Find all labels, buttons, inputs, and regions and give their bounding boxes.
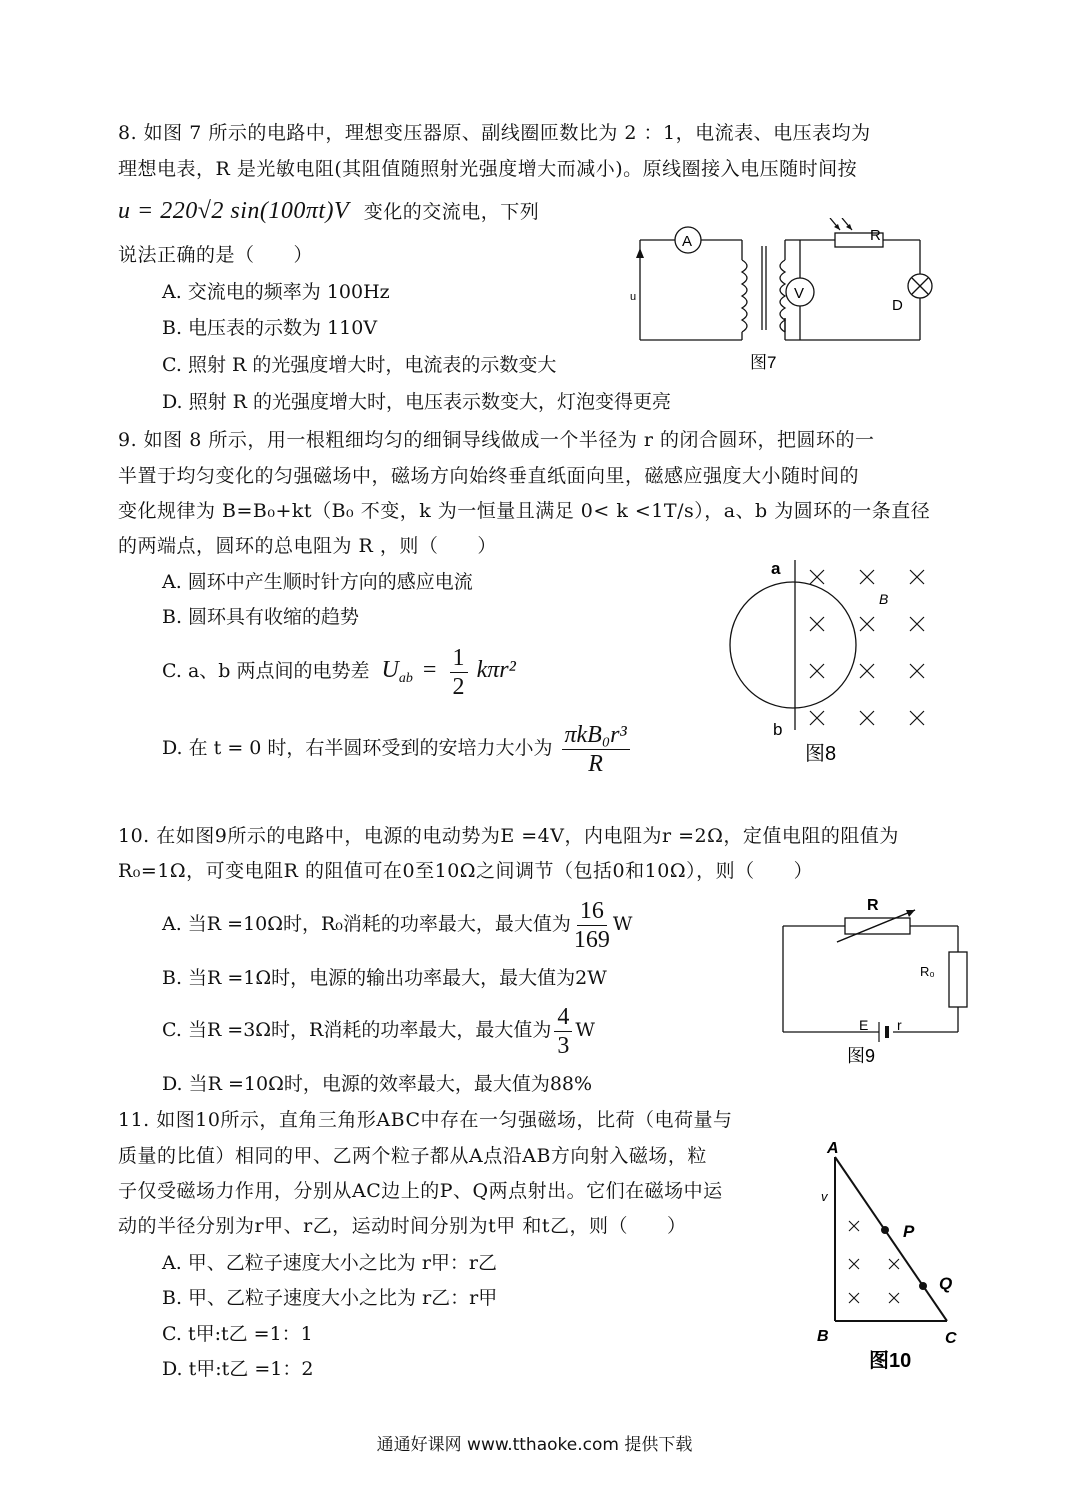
- q10-option-c-fraction: $\frac{4}{3}$: [554, 1003, 572, 1060]
- battery-icon: [879, 1022, 887, 1042]
- fig7-label-a: A: [682, 233, 693, 250]
- q9-line3: 变化规律为 B=B₀+kt（B₀ 不变，k 为一恒量且满足 0< k <1T/s），a、b 为圆环的一条直径: [118, 500, 931, 522]
- fig10-label-a: A: [827, 1140, 839, 1157]
- q9-option-c-fraction: $\frac{1}{2}$: [450, 644, 468, 701]
- fig10-label-v: v: [821, 1189, 828, 1204]
- copper-ring-icon: [730, 582, 856, 708]
- q8-option-d: D. 照射 R 的光强度增大时，电压表示数变大，灯泡变得更亮: [162, 391, 672, 413]
- q10-option-a-unit: W: [612, 913, 633, 935]
- figure-9-variable-resistor-circuit: [775, 890, 975, 1070]
- fig8-label-b: b: [773, 720, 783, 739]
- q11-line2: 质量的比值）相同的甲、乙两个粒子都从A点沿AB方向射入磁场，粒: [118, 1145, 707, 1167]
- fig8-label-a: a: [771, 560, 781, 578]
- fig10-label-q: Q: [939, 1274, 953, 1293]
- figure-7-transformer-circuit: [620, 218, 950, 378]
- fig10-caption: 图10: [869, 1350, 912, 1372]
- q8-formula-suffix: 变化的交流电，下列: [363, 201, 540, 223]
- q9-option-a: A. 圆环中产生顺时针方向的感应电流: [162, 571, 473, 593]
- q8-line4: 说法正确的是（ ）: [118, 244, 314, 266]
- q10-option-a-fraction: $\frac{16}{169}$: [573, 897, 610, 953]
- q10-option-a-text: A. 当R =10Ω时，R₀消耗的功率最大，最大值为: [162, 913, 571, 935]
- q8-line1: 8. 如图 7 所示的电路中，理想变压器原、副线圈匝数比为 2 ：1，电流表、电压表均为: [118, 122, 871, 144]
- q11-line3: 子仅受磁场力作用，分别从AC边上的P、Q两点射出。它们在磁场中运: [118, 1180, 723, 1202]
- magnetic-field-x-marks: [849, 1221, 899, 1303]
- q11-option-d: D. t甲:t乙 =1：2: [162, 1358, 314, 1380]
- q9-option-b: B. 圆环具有收缩的趋势: [162, 606, 360, 628]
- q11-option-a: A. 甲、乙粒子速度大小之比为 r甲：r乙: [162, 1252, 498, 1274]
- fig9-label-small-r: r: [897, 1017, 902, 1033]
- figure-10-triangle-field: [805, 1135, 975, 1375]
- q11-line1: 11. 如图10所示，直角三角形ABC中存在一匀强磁场，比荷（电荷量与: [118, 1109, 733, 1131]
- q10-option-c: [162, 1000, 595, 1060]
- q8-formula-line: [118, 198, 539, 225]
- magnetic-field-x-marks: [810, 570, 924, 725]
- q10-option-a: [162, 894, 632, 954]
- q8-formula: u = 220√2 sin(100πt)V: [118, 198, 350, 224]
- q9-option-c-u: U: [381, 657, 399, 683]
- fig9-label-r0: R₀: [920, 964, 935, 979]
- q11-option-c: C. t甲:t乙 =1：1: [162, 1323, 313, 1345]
- page-footer: 通通好课网 www.tthaoke.com 提供下载: [376, 1435, 693, 1455]
- fig10-label-b: B: [817, 1328, 829, 1345]
- point-q-icon: [919, 1282, 927, 1290]
- fig10-label-p: P: [903, 1222, 915, 1241]
- q8-line2: 理想电表，R 是光敏电阻(其阻值随照射光强度增大而减小)。原线圈接入电压随时间按: [118, 158, 858, 180]
- fig9-label-r: R: [867, 897, 879, 914]
- q9-line1: 9. 如图 8 所示，用一根粗细均匀的细铜导线做成一个半径为 r 的闭合圆环，把圆环的一: [118, 429, 875, 451]
- q8-option-a: A. 交流电的频率为 100Hz: [162, 281, 390, 303]
- q10-line1: 10. 在如图9所示的电路中，电源的电动势为E =4V，内电阻为r =2Ω，定值电阻的阻值为: [118, 825, 899, 847]
- q9-option-c-text: C. a、b 两点间的电势差: [162, 660, 370, 682]
- fig7-label-d: D: [892, 297, 903, 314]
- q10-line2: R₀=1Ω，可变电阻R 的阻值可在0至10Ω之间调节（包括0和10Ω），则（ ）: [118, 860, 814, 882]
- fig7-label-u: u: [630, 291, 637, 303]
- point-p-icon: [881, 1226, 889, 1234]
- fig9-caption: 图9: [847, 1046, 876, 1066]
- resistor-r0-icon: [949, 952, 967, 1007]
- q9-option-d-fraction: $\frac{\text{πkB₀r³}}{R}$: [562, 721, 630, 778]
- q9-option-d: [162, 718, 633, 778]
- fig8-caption: 图8: [805, 743, 837, 765]
- q8-option-b: B. 电压表的示数为 110V: [162, 317, 378, 339]
- q9-line2: 半置于均匀变化的匀强磁场中，磁场方向始终垂直纸面向里，磁感应强度大小随时间的: [118, 465, 860, 487]
- q8-option-c: C. 照射 R 的光强度增大时，电流表的示数变大: [162, 354, 557, 376]
- fig7-caption: 图7: [750, 353, 777, 372]
- fig9-label-e: E: [859, 1017, 869, 1033]
- q9-line4: 的两端点，圆环的总电阻为 R ，则（ ）: [118, 535, 497, 557]
- q10-option-c-unit: W: [575, 1019, 595, 1041]
- q11-line4: 动的半径分别为r甲、r乙，运动时间分别为t甲 和t乙，则（ ）: [118, 1215, 687, 1237]
- q10-option-c-text: C. 当R =3Ω时，R消耗的功率最大，最大值为: [162, 1019, 552, 1041]
- fig8-label-b-field: B: [879, 591, 889, 607]
- q9-option-d-text: D. 在 t = 0 时，右半圆环受到的安培力大小为: [162, 737, 553, 759]
- q10-option-d: D. 当R =10Ω时，电源的效率最大，最大值为88%: [162, 1073, 593, 1095]
- fig7-label-r: R: [870, 227, 881, 244]
- q9-option-c-sub: ab: [398, 670, 413, 686]
- q9-option-c: C. a、b 两点间的电势差 $U_{ab}$ = $\frac{1}{2}$ kπr²: [162, 644, 516, 700]
- q10-option-b: B. 当R =1Ω时，电源的输出功率最大，最大值为2W: [162, 967, 607, 989]
- q11-option-b: B. 甲、乙粒子速度大小之比为 r乙：r甲: [162, 1287, 498, 1309]
- figure-8-ring-in-field: [725, 560, 945, 770]
- fig7-label-v: V: [794, 285, 805, 302]
- fig10-label-c: C: [945, 1330, 957, 1347]
- q9-option-c-rest: kπr²: [476, 657, 516, 683]
